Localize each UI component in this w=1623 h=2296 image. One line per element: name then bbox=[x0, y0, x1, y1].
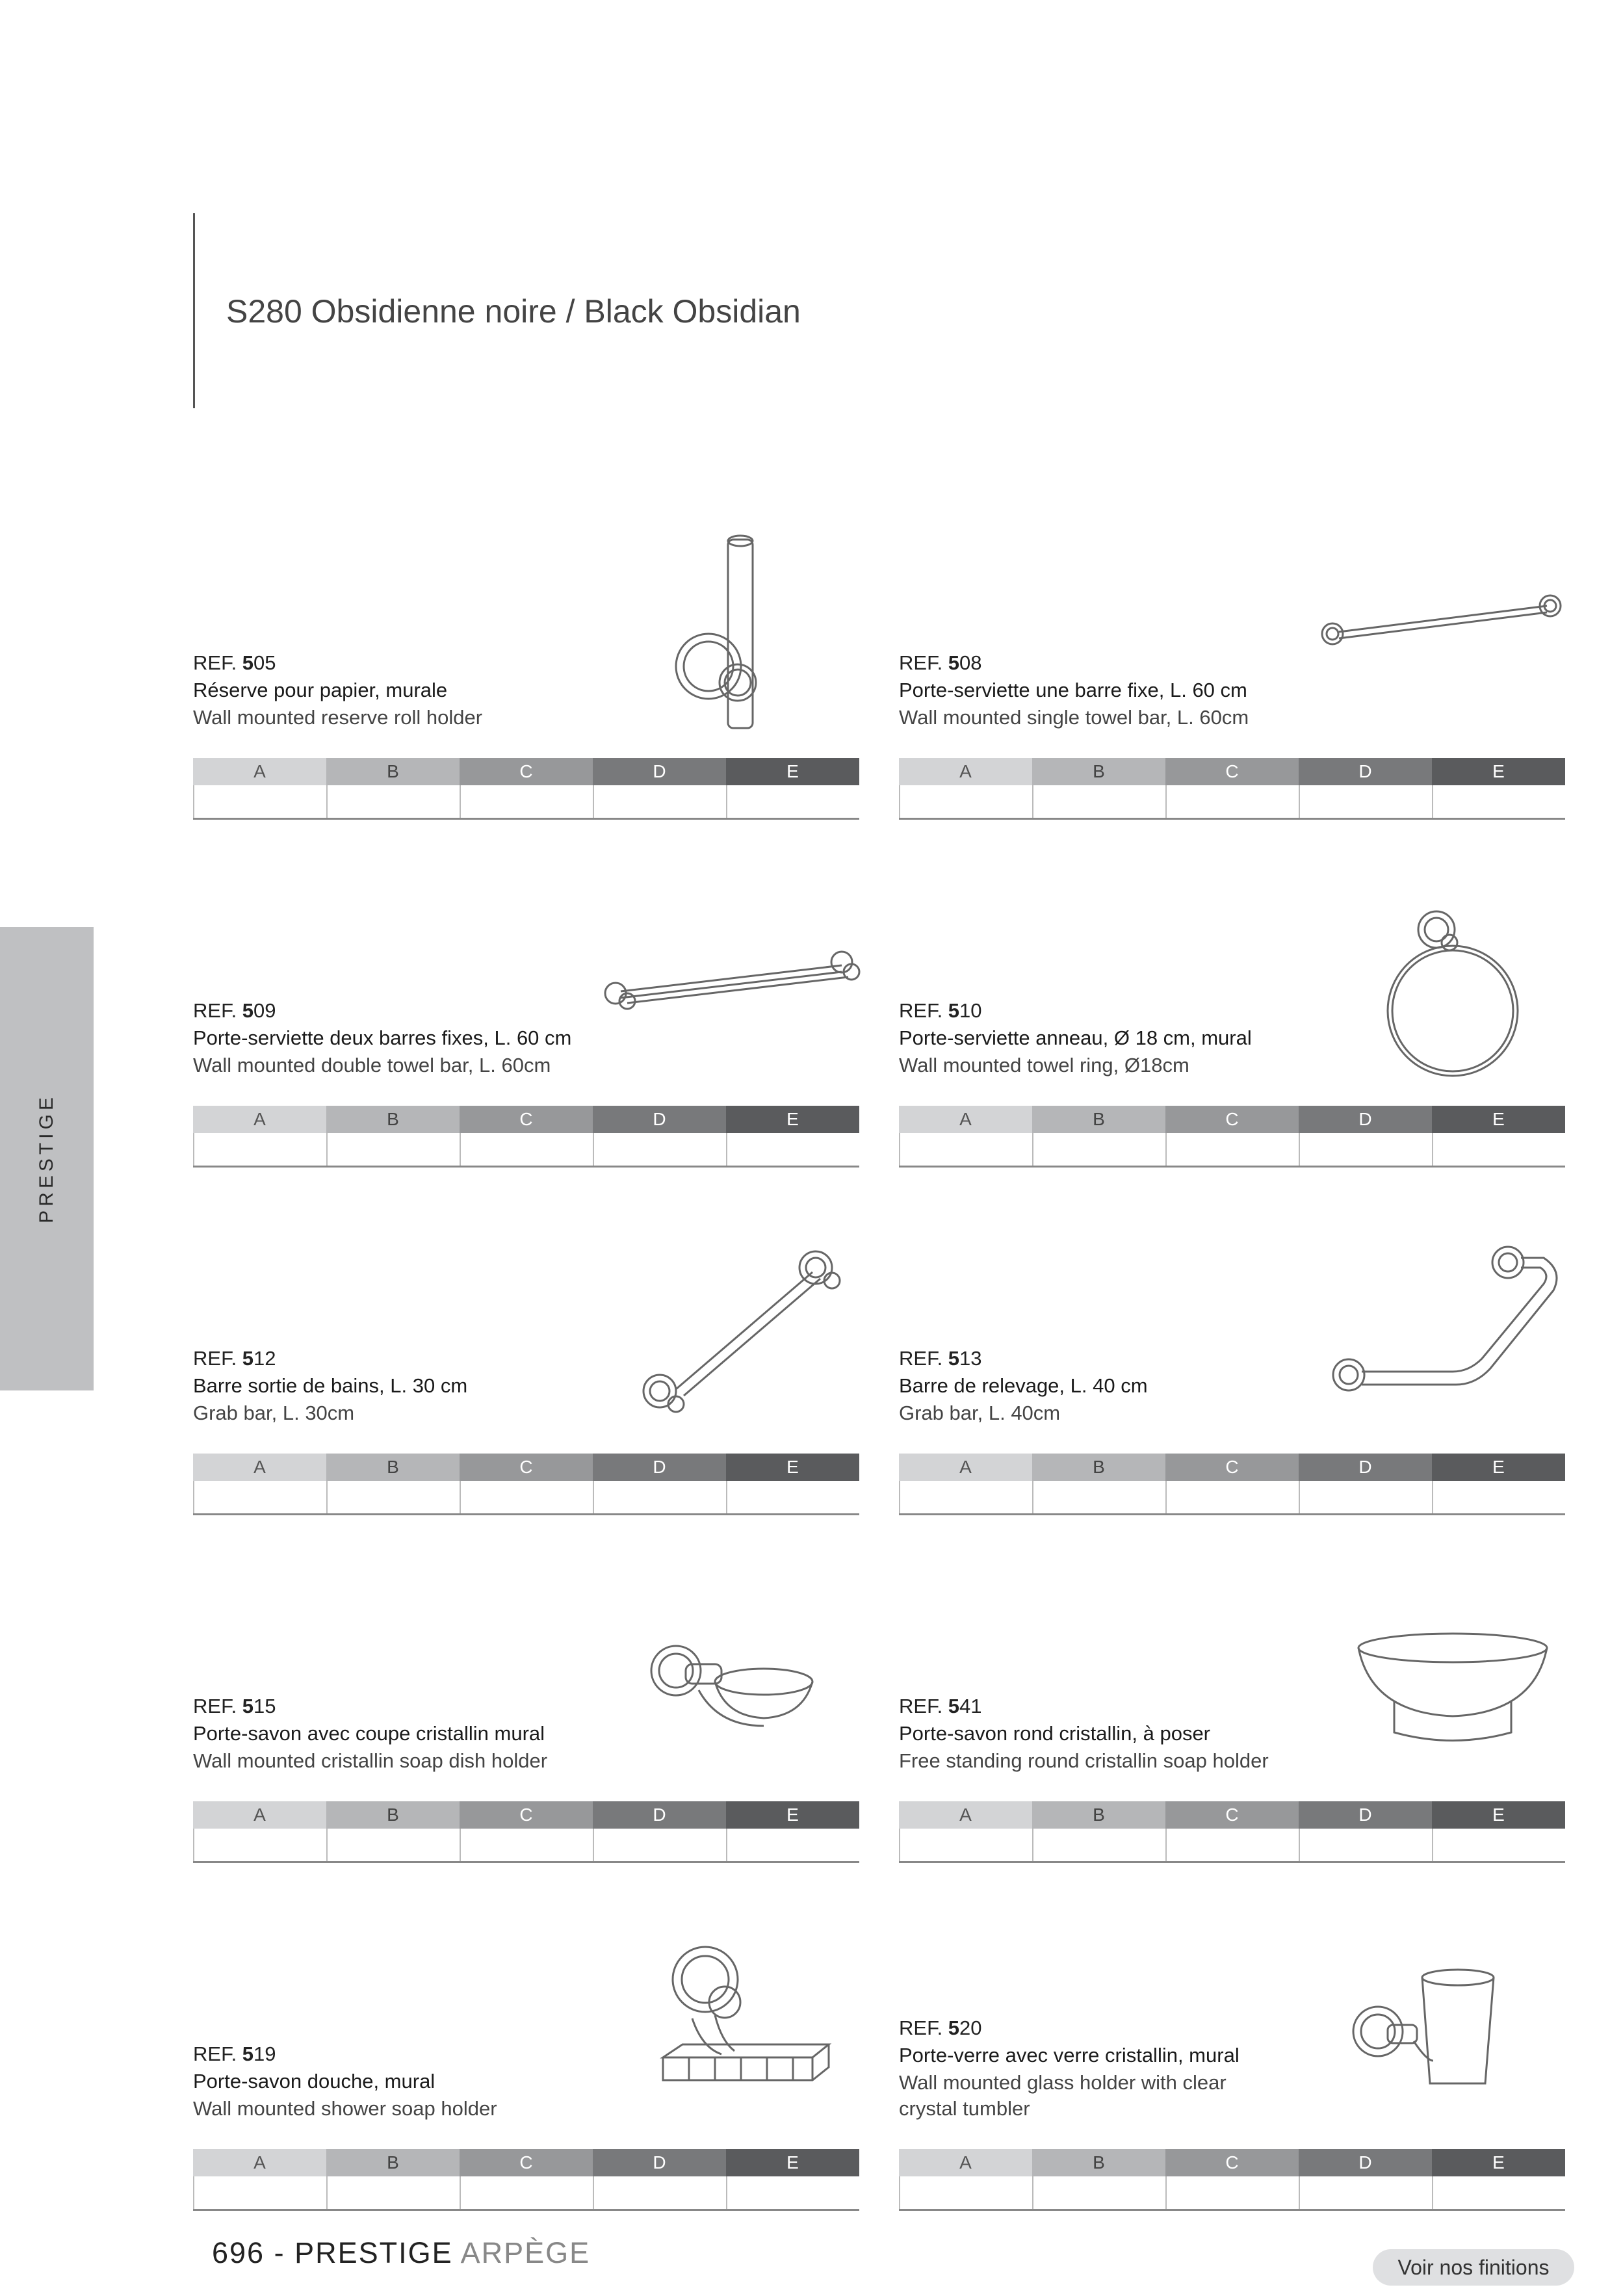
product-name-fr: Porte-verre avec verre cristallin, mural bbox=[899, 2044, 1240, 2067]
product-name-en: Grab bar, L. 40cm bbox=[899, 1402, 1061, 1424]
product-ref: REF. 513 bbox=[899, 1347, 982, 1370]
col-b: B bbox=[1032, 1106, 1165, 1133]
finish-grid bbox=[899, 1801, 1565, 1863]
col-e: E bbox=[726, 1106, 859, 1133]
product-ref: REF. 510 bbox=[899, 999, 982, 1022]
finish-grid bbox=[899, 2149, 1565, 2211]
col-c: C bbox=[460, 758, 593, 785]
product-ref: REF. 519 bbox=[193, 2042, 276, 2065]
soap-dish-holder-icon bbox=[647, 1635, 822, 1739]
col-d: D bbox=[1299, 1106, 1432, 1133]
col-d: D bbox=[1299, 1454, 1432, 1481]
col-a: A bbox=[193, 2149, 326, 2176]
col-c: C bbox=[1165, 1454, 1299, 1481]
towel-ring-icon bbox=[1375, 900, 1531, 1082]
brand-name: ARPÈGE bbox=[460, 2236, 591, 2269]
col-c: C bbox=[1165, 1106, 1299, 1133]
single-towel-bar-icon bbox=[1313, 579, 1573, 650]
col-b: B bbox=[326, 1454, 460, 1481]
col-d: D bbox=[1299, 2149, 1432, 2176]
col-e: E bbox=[1432, 758, 1565, 785]
col-e: E bbox=[1432, 1801, 1565, 1829]
product-name-fr: Porte-savon rond cristallin, à poser bbox=[899, 1722, 1211, 1745]
view-finishes-button[interactable]: Voir nos finitions bbox=[1373, 2249, 1574, 2286]
finish-grid bbox=[899, 758, 1565, 820]
side-tab bbox=[0, 927, 94, 1390]
col-b: B bbox=[1032, 1801, 1165, 1829]
product-508 bbox=[899, 650, 1565, 781]
product-name-en: Wall mounted glass holder with clear crystal tumbler bbox=[899, 2071, 1227, 2120]
product-name-fr: Porte-serviette anneau, Ø 18 cm, mural bbox=[899, 1026, 1252, 1049]
grab-bar-icon bbox=[630, 1238, 851, 1427]
col-b: B bbox=[1032, 2149, 1165, 2176]
col-c: C bbox=[460, 1454, 593, 1481]
shower-soap-basket-icon bbox=[656, 1944, 851, 2119]
double-towel-bar-icon bbox=[601, 936, 868, 1014]
product-ref: REF. 541 bbox=[899, 1695, 982, 1717]
col-c: C bbox=[460, 1801, 593, 1829]
angled-grab-bar-icon bbox=[1323, 1235, 1563, 1417]
col-d: D bbox=[593, 1106, 726, 1133]
page-title: S280 Obsidienne noire / Black Obsidian bbox=[226, 293, 801, 330]
col-c: C bbox=[1165, 2149, 1299, 2176]
product-name-fr: Porte-serviette une barre fixe, L. 60 cm bbox=[899, 679, 1247, 701]
product-name-en: Wall mounted double towel bar, L. 60cm bbox=[193, 1054, 551, 1076]
col-a: A bbox=[193, 1106, 326, 1133]
col-b: B bbox=[326, 2149, 460, 2176]
col-e: E bbox=[726, 758, 859, 785]
col-e: E bbox=[726, 1801, 859, 1829]
col-a: A bbox=[899, 1106, 1032, 1133]
col-c: C bbox=[1165, 758, 1299, 785]
col-a: A bbox=[899, 2149, 1032, 2176]
col-b: B bbox=[326, 1801, 460, 1829]
product-name-fr: Barre sortie de bains, L. 30 cm bbox=[193, 1374, 468, 1397]
col-a: A bbox=[899, 1454, 1032, 1481]
glass-holder-icon bbox=[1349, 1963, 1505, 2100]
finish-grid bbox=[193, 758, 859, 820]
col-b: B bbox=[1032, 758, 1165, 785]
finish-grid bbox=[193, 2149, 859, 2211]
page-number: 696 - PRESTIGE ARPÈGE bbox=[212, 2236, 591, 2269]
col-a: A bbox=[193, 758, 326, 785]
product-name-en: Wall mounted shower soap holder bbox=[193, 2097, 497, 2120]
finish-grid bbox=[193, 1801, 859, 1863]
col-d: D bbox=[1299, 758, 1432, 785]
product-name-en: Wall mounted reserve roll holder bbox=[193, 706, 483, 729]
col-a: A bbox=[899, 758, 1032, 785]
product-name-fr: Porte-savon douche, mural bbox=[193, 2070, 435, 2093]
product-name-en: Wall mounted single towel bar, L. 60cm bbox=[899, 706, 1249, 729]
product-ref: REF. 515 bbox=[193, 1695, 276, 1717]
product-name-en: Free standing round cristallin soap holder bbox=[899, 1749, 1269, 1772]
col-c: C bbox=[460, 1106, 593, 1133]
finish-grid bbox=[193, 1454, 859, 1515]
product-name-fr: Porte-savon avec coupe cristallin mural bbox=[193, 1722, 545, 1745]
product-ref: REF. 508 bbox=[899, 651, 982, 674]
product-name-fr: Réserve pour papier, murale bbox=[193, 679, 448, 701]
col-a: A bbox=[193, 1454, 326, 1481]
col-b: B bbox=[1032, 1454, 1165, 1481]
reserve-roll-holder-icon bbox=[673, 527, 783, 735]
col-a: A bbox=[193, 1801, 326, 1829]
product-name-en: Grab bar, L. 30cm bbox=[193, 1402, 355, 1424]
product-name-en: Wall mounted cristallin soap dish holder bbox=[193, 1749, 548, 1772]
round-soap-holder-icon bbox=[1352, 1628, 1553, 1752]
product-ref: REF. 505 bbox=[193, 651, 276, 674]
col-b: B bbox=[326, 758, 460, 785]
product-ref: REF. 512 bbox=[193, 1347, 276, 1370]
col-b: B bbox=[326, 1106, 460, 1133]
finish-grid bbox=[899, 1454, 1565, 1515]
product-ref: REF. 509 bbox=[193, 999, 276, 1022]
finish-grid bbox=[899, 1106, 1565, 1168]
product-ref: REF. 520 bbox=[899, 2016, 982, 2039]
title-rule bbox=[193, 213, 195, 408]
col-e: E bbox=[1432, 1106, 1565, 1133]
col-e: E bbox=[726, 2149, 859, 2176]
col-a: A bbox=[899, 1801, 1032, 1829]
product-name-en: Wall mounted towel ring, Ø18cm bbox=[899, 1054, 1189, 1076]
col-c: C bbox=[460, 2149, 593, 2176]
col-d: D bbox=[1299, 1801, 1432, 1829]
side-tab-label: PRESTIGE bbox=[36, 1093, 57, 1223]
col-e: E bbox=[1432, 1454, 1565, 1481]
col-d: D bbox=[593, 2149, 726, 2176]
col-e: E bbox=[726, 1454, 859, 1481]
product-name-fr: Porte-serviette deux barres fixes, L. 60 cm bbox=[193, 1026, 572, 1049]
col-e: E bbox=[1432, 2149, 1565, 2176]
col-d: D bbox=[593, 1801, 726, 1829]
product-name-fr: Barre de relevage, L. 40 cm bbox=[899, 1374, 1148, 1397]
col-d: D bbox=[593, 758, 726, 785]
col-d: D bbox=[593, 1454, 726, 1481]
finish-grid bbox=[193, 1106, 859, 1168]
col-c: C bbox=[1165, 1801, 1299, 1829]
